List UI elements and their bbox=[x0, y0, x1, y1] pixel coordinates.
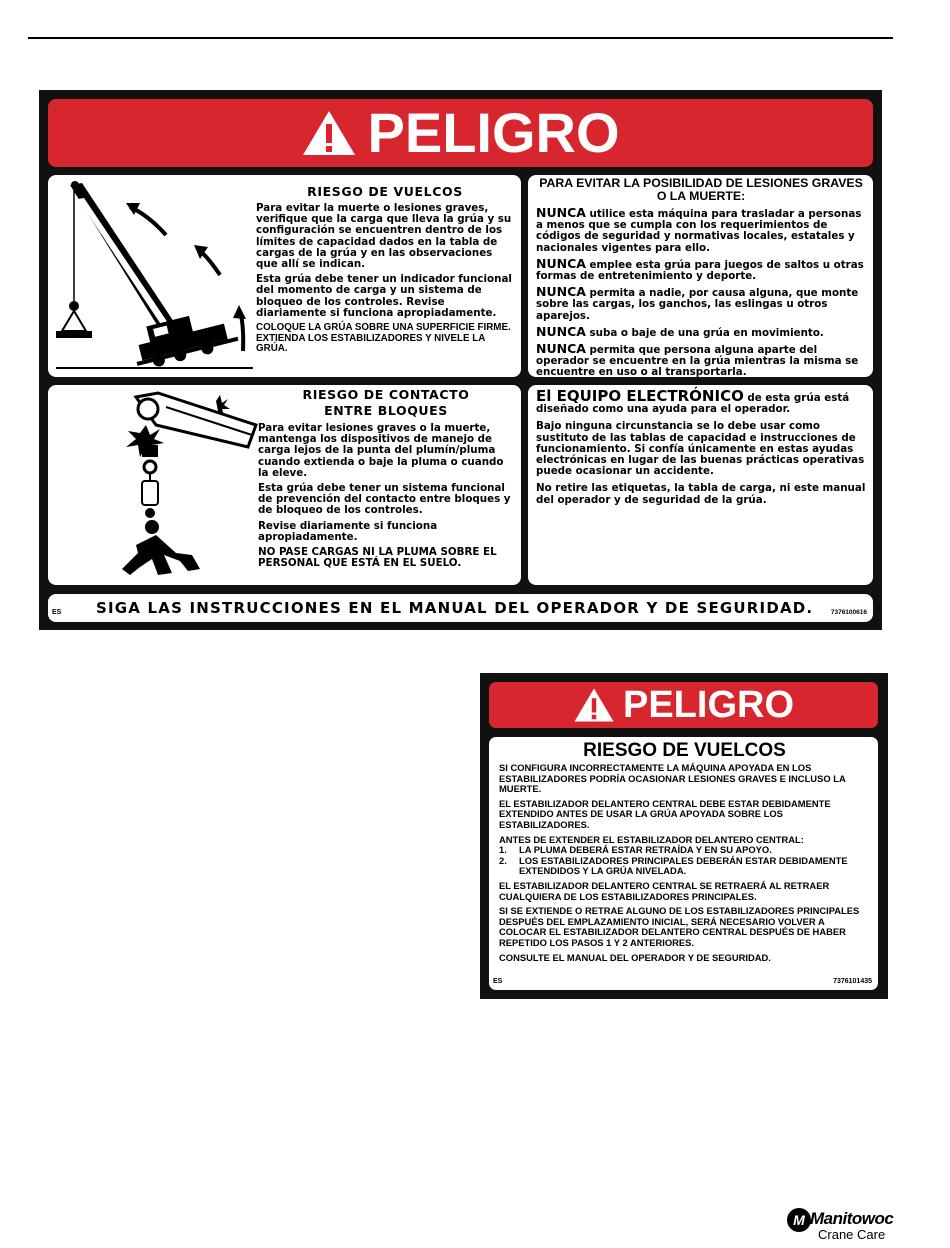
danger-banner-text: PELIGRO bbox=[367, 101, 620, 164]
never-keyword: NUNCA bbox=[536, 205, 586, 220]
never-item-text: permita a nadie, por causa alguna, que monte sobre las cargas, los ganchos, las eslingas u otros aparejos. bbox=[536, 287, 859, 322]
step-number: 1. bbox=[499, 844, 507, 856]
step-number: 2. bbox=[499, 854, 507, 866]
two-block-title-1: RIESGO DE CONTACTO bbox=[302, 387, 470, 402]
never-item-1 bbox=[536, 207, 866, 254]
never-item-4 bbox=[536, 323, 866, 339]
two-block-title-2: ENTRE BLOQUES bbox=[324, 403, 448, 418]
part-number: 7376101435 bbox=[833, 978, 872, 985]
never-item-text: utilice esta máquina para trasladar a personas a menos que se cumpla con los requerimientos de códigos de seguridad y normativas locales, estatales y nacionales vigentes para ello. bbox=[536, 208, 862, 254]
never-item-text: suba o baje de una grúa en movimiento. bbox=[585, 326, 824, 339]
logo-subtitle: Crane Care bbox=[818, 1227, 886, 1242]
language-code: ES bbox=[52, 609, 62, 616]
rollover-title: RIESGO DE VUELCOS bbox=[307, 184, 463, 199]
svg-text:M: M bbox=[793, 1212, 805, 1228]
logo-wordmark: Manitowoc bbox=[810, 1209, 894, 1228]
danger-banner bbox=[489, 682, 878, 728]
electronic-intro bbox=[536, 387, 866, 416]
two-block-panel bbox=[48, 385, 521, 585]
rollover-text-2: Esta grúa debe tener un indicador funcional del momento de carga y un sistema de bloqueo de los controles. Revise diariamente si funciona apropiadamente. bbox=[256, 273, 512, 319]
avoid-injury-panel bbox=[528, 175, 873, 377]
electronic-text-2: No retire las etiquetas, la tabla de carga, ni este manual del operador y de seguridad de la grúa. bbox=[536, 482, 866, 506]
danger-decal-main bbox=[39, 90, 882, 630]
outrigger-text-6: CONSULTE EL MANUAL DEL OPERADOR Y DE SEGURIDAD. bbox=[499, 951, 771, 963]
never-item-3 bbox=[536, 286, 866, 322]
electronic-panel bbox=[528, 385, 873, 585]
footer-instruction: SIGA LAS INSTRUCCIONES EN EL MANUAL DEL OPERADOR Y DE SEGURIDAD. bbox=[96, 599, 814, 617]
never-keyword: NUNCA bbox=[536, 284, 586, 300]
outrigger-panel bbox=[489, 737, 878, 990]
part-number: 7376100616 bbox=[830, 609, 867, 616]
outrigger-text-4: EL ESTABILIZADOR DELANTERO CENTRAL SE RETRAERÁ AL RETRAER CUALQUIERA DE LOS ESTABILIZADORES PRINCIPALES. bbox=[499, 879, 830, 902]
never-keyword: NUNCA bbox=[536, 255, 586, 271]
danger-banner bbox=[48, 99, 873, 167]
two-block-text-2: Esta grúa debe tener un sistema funcional de prevención del contacto entre bloques y de bloqueo de los controles. bbox=[258, 482, 511, 517]
crane-tipping-illustration bbox=[48, 175, 268, 377]
step-2 bbox=[499, 856, 870, 877]
step-text: LOS ESTABILIZADORES PRINCIPALES DEBERÁN ESTAR DEBIDAMENTE EXTENDIDOS Y LA GRÚA NIVELADA. bbox=[519, 854, 848, 877]
manitowoc-m-icon bbox=[786, 1207, 812, 1233]
danger-decal-outrigger bbox=[480, 673, 888, 999]
electronic-title: El EQUIPO ELECTRÓNICO bbox=[536, 387, 744, 405]
electronic-title-rest: de esta grúa está diseñado como una ayuda para el operador. bbox=[536, 392, 850, 416]
never-item-5 bbox=[536, 343, 866, 377]
electronic-text-1: Bajo ninguna circunstancia se lo debe usar como sustituto de las tablas de capacidad e instrucciones de funcionamiento. Si confía únicamente en estas ayudas electrónicas en lugar de las buenas prácticas operativas puede ocasionar un accidente. bbox=[536, 420, 865, 478]
never-item-2 bbox=[536, 255, 866, 283]
outrigger-text-5: SI SE EXTIENDE O RETRAE ALGUNO DE LOS ESTABILIZADORES PRINCIPALES DESPUÉS DEL EMPLAZAMIENTO INICIAL, SERÁ NECESARIO VOLVER A COLOCAR EL ESTABILIZADOR DELANTERO CENTRAL DESPUÉS DE HABER REPETIDO LOS PASOS 1 Y 2 ANTERIORES. bbox=[499, 905, 860, 948]
rollover-text-1: Para evitar la muerte o lesiones graves, verifique que la carga que lleva la grúa y su configuración se encuentren dentro de los límites de capacidad dados en la tabla de cargas de la grúa y en las observaciones que allí se indican. bbox=[256, 202, 512, 271]
rollover-panel bbox=[48, 175, 521, 377]
two-block-text-3: Revise diariamente si funciona apropiadamente. bbox=[258, 519, 438, 543]
never-keyword: NUNCA bbox=[536, 323, 586, 339]
never-item-text: emplee esta grúa para juegos de saltos u otras formas de entretenimiento y deporte. bbox=[536, 258, 864, 283]
warning-triangle-icon bbox=[301, 109, 357, 157]
header-rule bbox=[28, 37, 893, 39]
outrigger-title: RIESGO DE VUELCOS bbox=[583, 740, 786, 761]
outrigger-text-3: ANTES DE EXTENDER EL ESTABILIZADOR DELANTERO CENTRAL: bbox=[499, 833, 804, 845]
rollover-text-3: COLOQUE LA GRÚA SOBRE UNA SUPERFICIE FIRME. EXTIENDA LOS ESTABILIZADORES Y NIVELE LA GRÚA. bbox=[256, 322, 511, 355]
never-keyword: NUNCA bbox=[536, 341, 586, 357]
danger-banner-text: PELIGRO bbox=[622, 684, 795, 726]
never-item-text: permita que persona alguna aparte del operador se encuentre en la grúa mientras la misma se encuentre en uso o al transportarla. bbox=[536, 344, 859, 377]
warning-triangle-icon bbox=[573, 687, 615, 723]
two-block-text-4: NO PASE CARGAS NI LA PLUMA SOBRE EL PERSONAL QUE ESTÁ EN EL SUELO. bbox=[258, 546, 497, 570]
outrigger-text-2: EL ESTABILIZADOR DELANTERO CENTRAL DEBE ESTAR DEBIDAMENTE EXTENDIDO ANTES DE USAR LA GRÚA APOYADA SOBRE LOS ESTABILIZADORES. bbox=[499, 797, 831, 830]
footer-strip bbox=[48, 594, 873, 622]
manitowoc-logo bbox=[786, 1205, 896, 1245]
step-text: LA PLUMA DEBERÁ ESTAR RETRAÍDA Y EN SU APOYO. bbox=[519, 844, 772, 856]
language-code: ES bbox=[493, 978, 503, 985]
two-block-text-1: Para evitar lesiones graves o la muerte, mantenga los dispositivos de manejo de carga lejos de la punta del plumín/pluma cuando extienda o baje la pluma o cuando la eleve. bbox=[258, 422, 504, 479]
avoid-injury-title: PARA EVITAR LA POSIBILIDAD DE LESIONES GRAVES O LA MUERTE: bbox=[539, 176, 863, 203]
outrigger-text-1: SI CONFIGURA INCORRECTAMENTE LA MÁQUINA APOYADA EN LOS ESTABILIZADORES PODRÍA OCASIONAR LESIONES GRAVES E INCLUSO LA MUERTE. bbox=[499, 762, 846, 795]
